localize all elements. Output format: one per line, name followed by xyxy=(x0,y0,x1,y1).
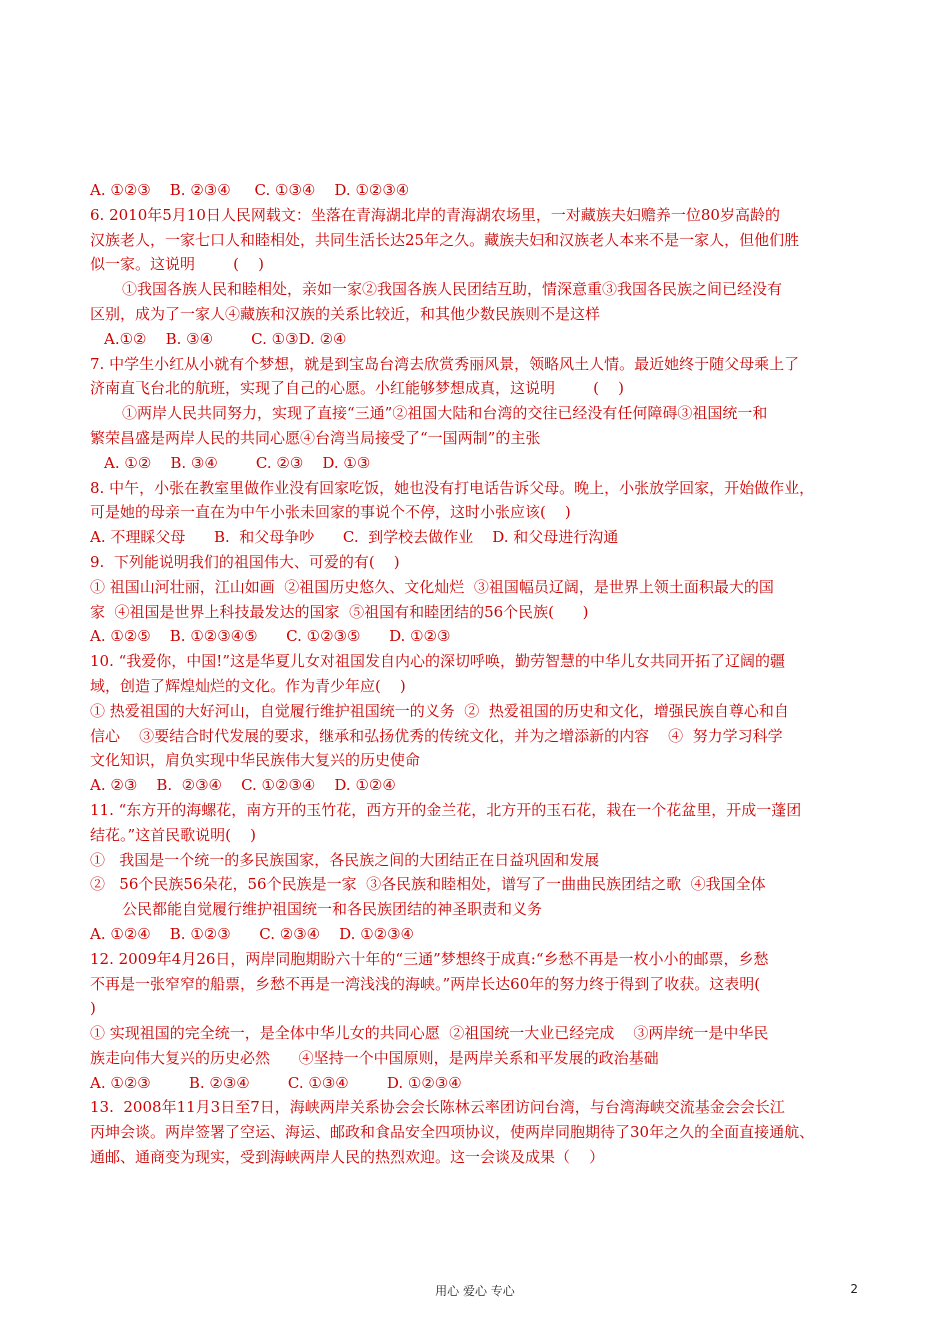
text-line: 区别，成为了一家人④藏族和汉族的关系比较近，和其他少数民族则不是这样 xyxy=(90,304,601,323)
text-line: 域，创造了辉煌灿烂的文化。作为青少年应( ) xyxy=(90,676,406,695)
text-line: 10. “我爱你，中国!”这是华夏儿女对祖国发自内心的深切呼唤，勤劳智慧的中华儿女共同开拓了辽阔的疆 xyxy=(90,652,785,671)
text-line: 信心 ③要结合时代发展的要求，继承和弘扬优秀的传统文化，并为之增添新的内容 ④ 努力学习科学 xyxy=(90,726,783,745)
text-line: ① 实现祖国的完全统一，是全体中华儿女的共同心愿 ②祖国统一大业已经完成 ③两岸统一是中华民 xyxy=(90,1024,769,1043)
text-line: A. ①②③ B. ②③④ C. ①③④ D. ①②③④ xyxy=(90,1073,462,1092)
text-line: 7. 中学生小红从小就有个梦想，就是到宝岛台湾去欣赏秀丽风景，领略风土人情。最近她终于随父母乘上了 xyxy=(90,354,800,373)
text-line: 可是她的母亲一直在为中午小张未回家的事说个不停，这时小张应该( ) xyxy=(90,503,571,522)
text-line: 济南直飞台北的航班，实现了自己的心愿。小红能够梦想成真，这说明 ( ) xyxy=(90,379,624,398)
text-line: ① 热爱祖国的大好河山，自觉履行维护祖国统一的义务 ② 热爱祖国的历史和文化，增强民族自尊心和自 xyxy=(90,701,789,720)
text-line: 9. 下列能说明我们的祖国伟大、可爱的有( ) xyxy=(90,552,400,571)
text-line: 8. 中午，小张在教室里做作业没有回家吃饭，她也没有打电话告诉父母。晚上，小张放学回家，开始做作业， xyxy=(90,478,815,497)
text-line: 丙坤会谈。两岸签署了空运、海运、邮政和食品安全四项协议，使两岸同胞期待了30年之久的全面直接通航、 xyxy=(90,1123,815,1142)
text-line: ① 祖国山河壮丽，江山如画 ②祖国历史悠久、文化灿烂 ③祖国幅员辽阔，是世界上领土面积最大的国 xyxy=(90,577,774,596)
text-line: ① 我国是一个统一的多民族国家，各民族之间的大团结正在日益巩固和发展 xyxy=(90,850,600,869)
text-line: 结花。”这首民歌说明( ) xyxy=(90,825,256,844)
text-line: 族走向伟大复兴的历史必然 ④坚持一个中国原则，是两岸关系和平发展的政治基础 xyxy=(90,1048,659,1067)
text-line: 6. 2010年5月10日人民网载文：坐落在青海湖北岸的青海湖农场里，一对藏族夫妇赡养一位80岁高龄的 xyxy=(90,205,780,224)
text-line: ①两岸人民共同努力，实现了直接“三通”②祖国大陆和台湾的交往已经没有任何障碍③祖国统一和 xyxy=(122,404,768,423)
text-line: 通邮、通商变为现实，受到海峡两岸人民的热烈欢迎。这一会谈及成果（ ） xyxy=(90,1148,605,1167)
text-line: 文化知识，肩负实现中华民族伟大复兴的历史使命 xyxy=(90,751,421,770)
text-line: 12. 2009年4月26日，两岸同胞期盼六十年的“三通”梦想终于成真:“乡愁不再是一枚小小的邮票，乡愁 xyxy=(90,949,769,968)
document-body xyxy=(90,178,870,1170)
text-line: A. ①② B. ③④ C. ②③ D. ①③ xyxy=(104,453,371,472)
text-line: 繁荣昌盛是两岸人民的共同心愿④台湾当局接受了“一国两制”的主张 xyxy=(90,428,541,447)
text-line: 公民都能自觉履行维护祖国统一和各民族团结的神圣职责和义务 xyxy=(122,900,543,919)
text-line: A.①② B. ③④ C. ①③D. ②④ xyxy=(104,329,347,348)
text-line: 13. 2008年11月3日至7日，海峡两岸关系协会会长陈林云率团访问台湾，与台湾海峡交流基金会会长江 xyxy=(90,1098,785,1117)
text-line: A. ②③ B. ②③④ C. ①②③④ D. ①②④ xyxy=(90,776,396,795)
text-line: 家 ④祖国是世界上科技最发达的国家 ⑤祖国有和睦团结的56个民族( ) xyxy=(90,602,589,621)
text-line: ①我国各族人民和睦相处，亲如一家②我国各族人民团结互助，情深意重③我国各民族之间已经没有 xyxy=(122,280,783,299)
text-line: 不再是一张窄窄的船票，乡愁不再是一湾浅浅的海峡。”两岸长达60年的努力终于得到了收获。这表明( xyxy=(90,974,761,993)
text-line: ) xyxy=(90,999,96,1018)
page-number: 2 xyxy=(850,1282,858,1296)
text-line: 汉族老人，一家七口人和睦相处，共同生活长达25年之久。藏族夫妇和汉族老人本来不是一家人，但他们胜 xyxy=(90,230,800,249)
text-line: ② 56个民族56朵花，56个民族是一家 ③各民族和睦相处，谱写了一曲曲民族团结之歌 ④我国全体 xyxy=(90,875,766,894)
text-line: A. ①②③ B. ②③④ C. ①③④ D. ①②③④ xyxy=(90,181,410,199)
text-line: A. ①②④ B. ①②③ C. ②③④ D. ①②③④ xyxy=(90,924,415,943)
text-line: A. ①②⑤ B. ①②③④⑤ C. ①②③⑤ D. ①②③ xyxy=(90,627,451,646)
text-line: 似一家。这说明 ( ) xyxy=(90,255,264,274)
footer-text: 用心 爱心 专心 xyxy=(435,1284,515,1298)
text-line: 11. “东方开的海螺花，南方开的玉竹花，西方开的金兰花，北方开的玉石花，栽在一个花盆里，开成一蓬团 xyxy=(90,800,802,819)
text-line: A. 不理睬父母 B. 和父母争吵 C. 到学校去做作业 D. 和父母进行沟通 xyxy=(90,528,619,547)
